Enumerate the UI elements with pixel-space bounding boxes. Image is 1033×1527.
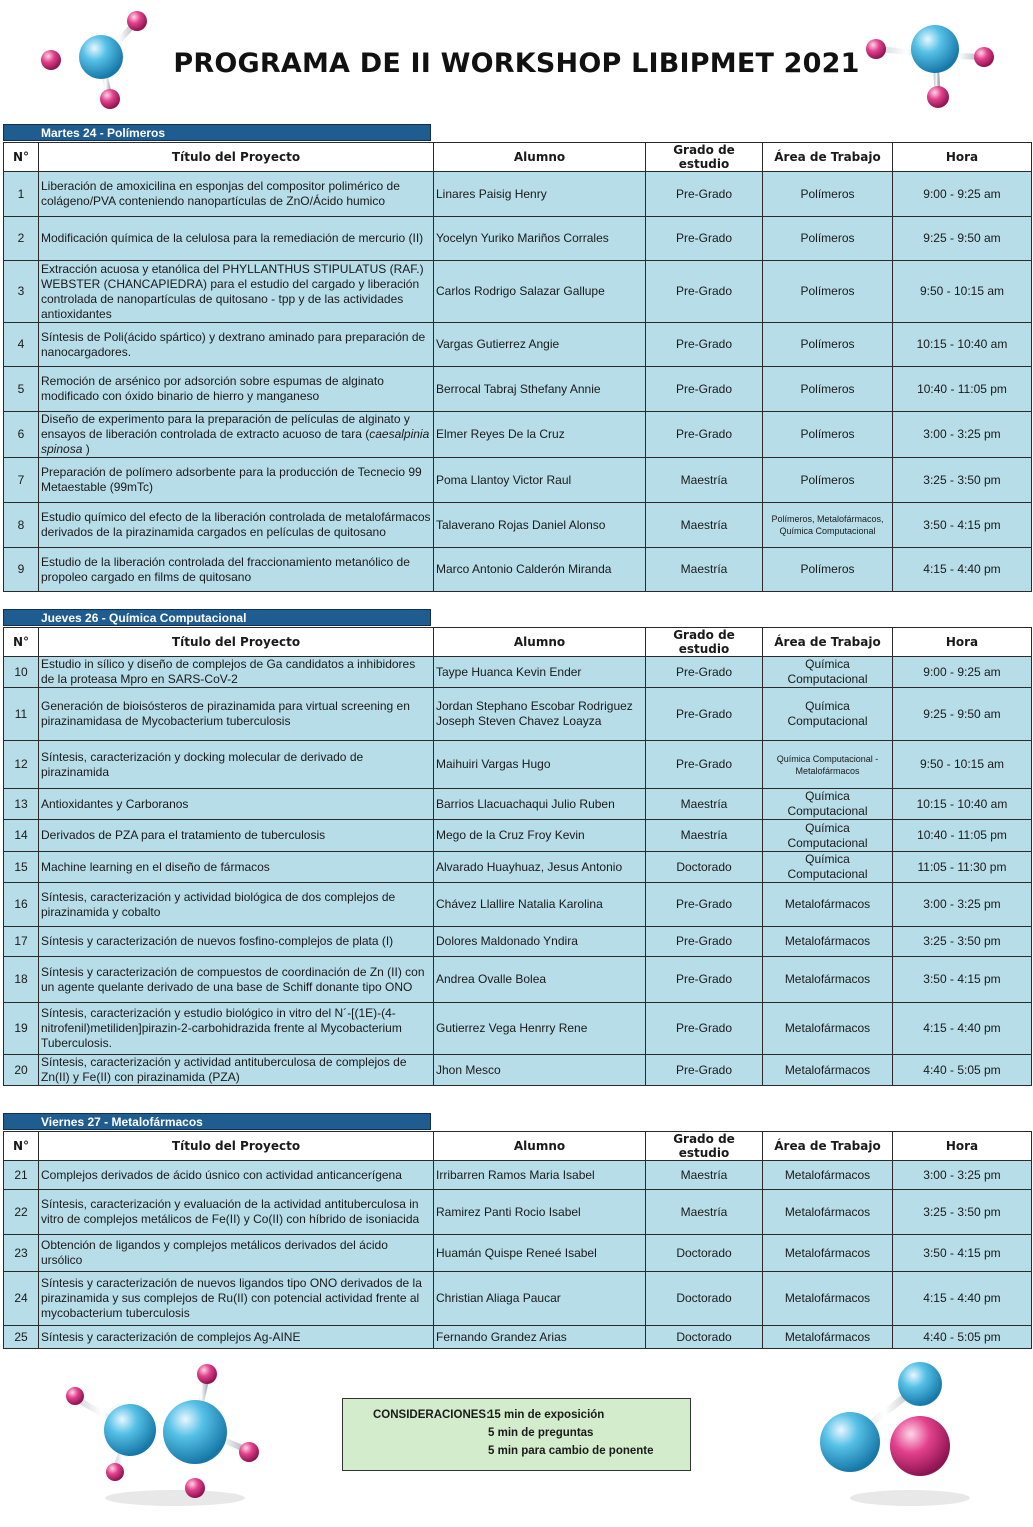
table-row — [4, 1190, 1032, 1235]
cell-time: 4:15 - 4:40 pm — [893, 1003, 1032, 1055]
title-text: Diseño de experimento para la preparación de películas de alginato y ensayos de liberación controlada de extracto acuoso de tara — [41, 412, 410, 441]
cell-title: Diseño de experimento para la preparación de películas de alginato y ensayos de liberación controlada de extracto acuoso de tara (caesalpinia spinosa ) — [39, 412, 434, 458]
header-col-grade: Grado de estudio — [646, 628, 763, 657]
header-col-area: Área de Trabajo — [763, 628, 893, 657]
cell-student — [434, 688, 646, 741]
table-row — [4, 1235, 1032, 1272]
table-row — [4, 172, 1032, 217]
header-col-area: Área de Trabajo — [763, 143, 893, 172]
table-header-row — [4, 143, 1032, 172]
cell-number: 11 — [4, 688, 39, 741]
cell-grade: Maestría — [646, 820, 763, 852]
cell-student: Taype Huanca Kevin Ender — [434, 657, 646, 688]
table-body — [4, 1161, 1032, 1349]
cell-grade: Doctorado — [646, 852, 763, 883]
cell-time: 3:00 - 3:25 pm — [893, 412, 1032, 458]
cell-grade: Pre-Grado — [646, 657, 763, 688]
cell-title: Remoción de arsénico por adsorción sobre espumas de alginato modificado con óxido binario de hierro y manganeso — [39, 367, 434, 412]
cell-area: Metalofármacos — [763, 1161, 893, 1190]
cell-student: Vargas Gutierrez Angie — [434, 323, 646, 367]
cell-number: 8 — [4, 503, 39, 548]
header-col-grade: Grado de estudio — [646, 143, 763, 172]
cell-title: Preparación de polímero adsorbente para la producción de Tecnecio 99 Metaestable (99mTc) — [39, 458, 434, 503]
header-col-title: Título del Proyecto — [39, 143, 434, 172]
considerations-box — [342, 1398, 691, 1471]
cell-time: 11:05 - 11:30 pm — [893, 852, 1032, 883]
cell-grade: Pre-Grado — [646, 367, 763, 412]
section-heading: Martes 24 - Polímeros — [3, 124, 431, 141]
student-name: Joseph Steven Chavez Loayza — [436, 714, 602, 728]
table-row — [4, 1272, 1032, 1326]
cell-area: Metalofármacos — [763, 883, 893, 927]
student-name: Jordan Stephano Escobar Rodriguez — [436, 699, 633, 713]
cell-area: Polímeros — [763, 172, 893, 217]
cell-student: Barrios Llacuachaqui Julio Ruben — [434, 789, 646, 820]
cell-title: Síntesis de Poli(ácido spártico) y dextrano aminado para preparación de nanocargadores. — [39, 323, 434, 367]
cell-title: Derivados de PZA para el tratamiento de tuberculosis — [39, 820, 434, 852]
table-row — [4, 412, 1032, 458]
cell-title: Extracción acuosa y etanólica del PHYLLANTHUS STIPULATUS (RAF.) WEBSTER (CHANCAPIEDRA) para el estudio del cargado y liberación controlada de nanopartículas de quitosano - tpp y de las actividades antioxidantes — [39, 261, 434, 323]
cell-grade: Maestría — [646, 503, 763, 548]
header-col-student: Alumno — [434, 1132, 646, 1161]
cell-time: 3:50 - 4:15 pm — [893, 957, 1032, 1003]
cell-number: 22 — [4, 1190, 39, 1235]
cell-grade: Pre-Grado — [646, 741, 763, 789]
cell-grade: Doctorado — [646, 1326, 763, 1349]
table-row — [4, 927, 1032, 957]
cell-student: Dolores Maldonado Yndira — [434, 927, 646, 957]
cell-area: Química Computacional — [763, 820, 893, 852]
title-italic-text: caesalpinia spinosa — [41, 427, 430, 456]
cell-student: Mego de la Cruz Froy Kevin — [434, 820, 646, 852]
cell-student: Jhon Mesco — [434, 1055, 646, 1086]
cell-student: Talaverano Rojas Daniel Alonso — [434, 503, 646, 548]
cell-title: Síntesis, caracterización y estudio biológico in vitro del N´-[(1E)-(4-nitrofenil)metiliden]pirazin-2-carbohidrazida frente al Mycobacterium Tuberculosis. — [39, 1003, 434, 1055]
cell-grade: Pre-Grado — [646, 217, 763, 261]
schedule-table — [3, 142, 1032, 592]
cell-number: 4 — [4, 323, 39, 367]
cell-title: Síntesis y caracterización de complejos Ag-AINE — [39, 1326, 434, 1349]
cell-time: 9:00 - 9:25 am — [893, 657, 1032, 688]
header-col-number: N° — [4, 143, 39, 172]
cell-title: Síntesis, caracterización y docking molecular de derivado de pirazinamida — [39, 741, 434, 789]
cell-area: Polímeros — [763, 458, 893, 503]
cell-title: Síntesis y caracterización de nuevos fosfino-complejos de plata (I) — [39, 927, 434, 957]
cell-student: Alvarado Huayhuaz, Jesus Antonio — [434, 852, 646, 883]
table-row — [4, 217, 1032, 261]
molecule-icon-top-left — [35, 5, 165, 115]
header-col-title: Título del Proyecto — [39, 1132, 434, 1161]
header-col-student: Alumno — [434, 628, 646, 657]
table-row — [4, 688, 1032, 741]
consideration-item: 5 min para cambio de ponente — [488, 1445, 654, 1457]
cell-student: Carlos Rodrigo Salazar Gallupe — [434, 261, 646, 323]
cell-grade: Pre-Grado — [646, 688, 763, 741]
cell-grade: Doctorado — [646, 1235, 763, 1272]
consideration-item: 5 min de preguntas — [488, 1427, 594, 1439]
cell-time: 3:25 - 3:50 pm — [893, 458, 1032, 503]
cell-student: Linares Paisig Henry — [434, 172, 646, 217]
cell-grade: Maestría — [646, 1190, 763, 1235]
cell-grade: Pre-Grado — [646, 927, 763, 957]
header-col-time: Hora — [893, 143, 1032, 172]
consideration-item: 15 min de exposición — [488, 1409, 605, 1421]
header-col-grade: Grado de estudio — [646, 1132, 763, 1161]
table-row — [4, 367, 1032, 412]
table-row — [4, 261, 1032, 323]
cell-student: Christian Aliaga Paucar — [434, 1272, 646, 1326]
cell-grade: Maestría — [646, 458, 763, 503]
section-heading: Jueves 26 - Química Computacional — [3, 609, 431, 626]
page-title: PROGRAMA DE II WORKSHOP LIBIPMET 2021 — [173, 48, 860, 79]
cell-title: Liberación de amoxicilina en esponjas del compositor polimérico de colágeno/PVA conteniendo nanopartículas de ZnO/Ácido humico — [39, 172, 434, 217]
cell-number: 14 — [4, 820, 39, 852]
cell-time: 9:50 - 10:15 am — [893, 261, 1032, 323]
table-row — [4, 503, 1032, 548]
cell-area: Química Computacional — [763, 789, 893, 820]
cell-time: 4:15 - 4:40 pm — [893, 548, 1032, 592]
schedule-table — [3, 1131, 1032, 1349]
cell-title: Modificación química de la celulosa para la remediación de mercurio (II) — [39, 217, 434, 261]
cell-title: Estudio químico del efecto de la liberación controlada de metalofármacos derivados de la pirazinamida cargados en películas de quitosano — [39, 503, 434, 548]
cell-area: Metalofármacos — [763, 927, 893, 957]
table-row — [4, 1326, 1032, 1349]
table-header-row — [4, 628, 1032, 657]
cell-grade: Pre-Grado — [646, 412, 763, 458]
table-header-row — [4, 1132, 1032, 1161]
cell-grade: Pre-Grado — [646, 883, 763, 927]
table-row — [4, 657, 1032, 688]
cell-grade: Pre-Grado — [646, 1003, 763, 1055]
cell-time: 9:50 - 10:15 am — [893, 741, 1032, 789]
cell-number: 2 — [4, 217, 39, 261]
cell-number: 13 — [4, 789, 39, 820]
cell-area: Química Computacional — [763, 688, 893, 741]
cell-number: 16 — [4, 883, 39, 927]
cell-number: 20 — [4, 1055, 39, 1086]
cell-area: Metalofármacos — [763, 957, 893, 1003]
cell-student: Elmer Reyes De la Cruz — [434, 412, 646, 458]
molecule-icon-bottom-right — [810, 1360, 980, 1510]
cell-student: Ramirez Panti Rocio Isabel — [434, 1190, 646, 1235]
cell-area: Metalofármacos — [763, 1190, 893, 1235]
section-jueves-quimica-computacional — [3, 609, 1031, 1084]
section-heading: Viernes 27 - Metalofármacos — [3, 1113, 431, 1130]
cell-title: Estudio in sílico y diseño de complejos de Ga candidatos a inhibidores de la proteasa Mpro en SARS-CoV-2 — [39, 657, 434, 688]
cell-number: 19 — [4, 1003, 39, 1055]
cell-student: Marco Antonio Calderón Miranda — [434, 548, 646, 592]
table-row — [4, 741, 1032, 789]
cell-time: 3:00 - 3:25 pm — [893, 1161, 1032, 1190]
cell-number: 7 — [4, 458, 39, 503]
cell-time: 10:15 - 10:40 am — [893, 789, 1032, 820]
cell-number: 21 — [4, 1161, 39, 1190]
cell-area: Polímeros — [763, 548, 893, 592]
cell-time: 9:25 - 9:50 am — [893, 217, 1032, 261]
table-row — [4, 789, 1032, 820]
cell-time: 9:25 - 9:50 am — [893, 688, 1032, 741]
cell-title: Estudio de la liberación controlada del fraccionamiento metanólico de propoleo cargado en films de quitosano — [39, 548, 434, 592]
table-row — [4, 548, 1032, 592]
cell-title: Síntesis y caracterización de nuevos ligandos tipo ONO derivados de la pirazinamida y sus complejos de Ru(II) con potencial actividad frente al mycobacterium tuberculosis — [39, 1272, 434, 1326]
cell-number: 10 — [4, 657, 39, 688]
header-col-title: Título del Proyecto — [39, 628, 434, 657]
cell-title: Machine learning en el diseño de fármacos — [39, 852, 434, 883]
cell-time: 3:50 - 4:15 pm — [893, 1235, 1032, 1272]
table-row — [4, 1055, 1032, 1086]
table-row — [4, 1003, 1032, 1055]
cell-time: 3:00 - 3:25 pm — [893, 883, 1032, 927]
cell-grade: Pre-Grado — [646, 323, 763, 367]
cell-time: 10:40 - 11:05 pm — [893, 367, 1032, 412]
cell-number: 18 — [4, 957, 39, 1003]
cell-time: 3:50 - 4:15 pm — [893, 503, 1032, 548]
cell-title: Complejos derivados de ácido úsnico con actividad anticancerígena — [39, 1161, 434, 1190]
cell-title: Obtención de ligandos y complejos metálicos derivados del ácido ursólico — [39, 1235, 434, 1272]
cell-grade: Maestría — [646, 1161, 763, 1190]
table-body — [4, 172, 1032, 592]
cell-title: Generación de bioisósteros de pirazinamida para virtual screening en pirazinamidasa de Mycobacterium tuberculosis — [39, 688, 434, 741]
header-col-area: Área de Trabajo — [763, 1132, 893, 1161]
cell-area: Química Computacional — [763, 852, 893, 883]
table-row — [4, 852, 1032, 883]
cell-student: Poma Llantoy Victor Raul — [434, 458, 646, 503]
table-row — [4, 323, 1032, 367]
cell-number: 12 — [4, 741, 39, 789]
cell-area: Química Computacional — [763, 657, 893, 688]
cell-time: 4:40 - 5:05 pm — [893, 1055, 1032, 1086]
header-col-time: Hora — [893, 1132, 1032, 1161]
cell-area: Metalofármacos — [763, 1235, 893, 1272]
cell-grade: Maestría — [646, 789, 763, 820]
cell-student: Gutierrez Vega Henrry Rene — [434, 1003, 646, 1055]
cell-number: 17 — [4, 927, 39, 957]
cell-area: Química Computacional - Metalofármacos — [763, 741, 893, 789]
section-viernes-metalofarmacos — [3, 1113, 1031, 1350]
considerations-label: CONSIDERACIONES: — [373, 1409, 490, 1421]
cell-student: Chávez Llallire Natalia Karolina — [434, 883, 646, 927]
header-col-student: Alumno — [434, 143, 646, 172]
cell-grade: Pre-Grado — [646, 172, 763, 217]
cell-student: Andrea Ovalle Bolea — [434, 957, 646, 1003]
cell-number: 5 — [4, 367, 39, 412]
cell-student: Irribarren Ramos Maria Isabel — [434, 1161, 646, 1190]
table-row — [4, 458, 1032, 503]
cell-area: Metalofármacos — [763, 1055, 893, 1086]
cell-area: Metalofármacos — [763, 1326, 893, 1349]
cell-grade: Pre-Grado — [646, 957, 763, 1003]
cell-title: Síntesis, caracterización y evaluación de la actividad antituberculosa in vitro de complejos metálicos de Fe(II) y Co(II) con híbrido de isoniacida — [39, 1190, 434, 1235]
cell-number: 24 — [4, 1272, 39, 1326]
cell-time: 10:15 - 10:40 am — [893, 323, 1032, 367]
cell-grade: Pre-Grado — [646, 261, 763, 323]
cell-time: 4:15 - 4:40 pm — [893, 1272, 1032, 1326]
cell-number: 6 — [4, 412, 39, 458]
cell-grade: Doctorado — [646, 1272, 763, 1326]
cell-area: Metalofármacos — [763, 1272, 893, 1326]
cell-time: 3:25 - 3:50 pm — [893, 927, 1032, 957]
cell-title: Síntesis, caracterización y actividad antituberculosa de complejos de Zn(II) y Fe(II) con pirazinamida (PZA) — [39, 1055, 434, 1086]
table-row — [4, 957, 1032, 1003]
cell-area: Polímeros, Metalofármacos, Química Computacional — [763, 503, 893, 548]
cell-area: Polímeros — [763, 323, 893, 367]
section-martes-polimeros — [3, 124, 1031, 584]
cell-area: Polímeros — [763, 367, 893, 412]
table-row — [4, 883, 1032, 927]
cell-student: Yocelyn Yuriko Mariños Corrales — [434, 217, 646, 261]
molecule-icon-bottom-left — [55, 1360, 285, 1510]
cell-area: Polímeros — [763, 261, 893, 323]
cell-title: Antioxidantes y Carboranos — [39, 789, 434, 820]
cell-area: Metalofármacos — [763, 1003, 893, 1055]
header-col-number: N° — [4, 1132, 39, 1161]
schedule-table — [3, 627, 1032, 1086]
cell-time: 3:25 - 3:50 pm — [893, 1190, 1032, 1235]
cell-time: 4:40 - 5:05 pm — [893, 1326, 1032, 1349]
cell-student: Maihuiri Vargas Hugo — [434, 741, 646, 789]
table-row — [4, 820, 1032, 852]
cell-time: 10:40 - 11:05 pm — [893, 820, 1032, 852]
cell-student: Berrocal Tabraj Sthefany Annie — [434, 367, 646, 412]
cell-number: 15 — [4, 852, 39, 883]
cell-title: Síntesis, caracterización y actividad biológica de dos complejos de pirazinamida y cobalto — [39, 883, 434, 927]
cell-area: Polímeros — [763, 217, 893, 261]
cell-student: Huamán Quispe Reneé Isabel — [434, 1235, 646, 1272]
cell-grade: Pre-Grado — [646, 1055, 763, 1086]
cell-area: Polímeros — [763, 412, 893, 458]
cell-number: 3 — [4, 261, 39, 323]
cell-student: Fernando Grandez Arias — [434, 1326, 646, 1349]
molecule-icon-top-right — [860, 15, 1000, 115]
cell-title: Síntesis y caracterización de compuestos de coordinación de Zn (II) con un agente quelante derivado de una base de Schiff donante tipo ONO — [39, 957, 434, 1003]
cell-number: 9 — [4, 548, 39, 592]
header-col-time: Hora — [893, 628, 1032, 657]
cell-grade: Maestría — [646, 548, 763, 592]
table-body — [4, 657, 1032, 1086]
cell-number: 23 — [4, 1235, 39, 1272]
table-row — [4, 1161, 1032, 1190]
cell-number: 1 — [4, 172, 39, 217]
cell-time: 9:00 - 9:25 am — [893, 172, 1032, 217]
header-col-number: N° — [4, 628, 39, 657]
cell-number: 25 — [4, 1326, 39, 1349]
